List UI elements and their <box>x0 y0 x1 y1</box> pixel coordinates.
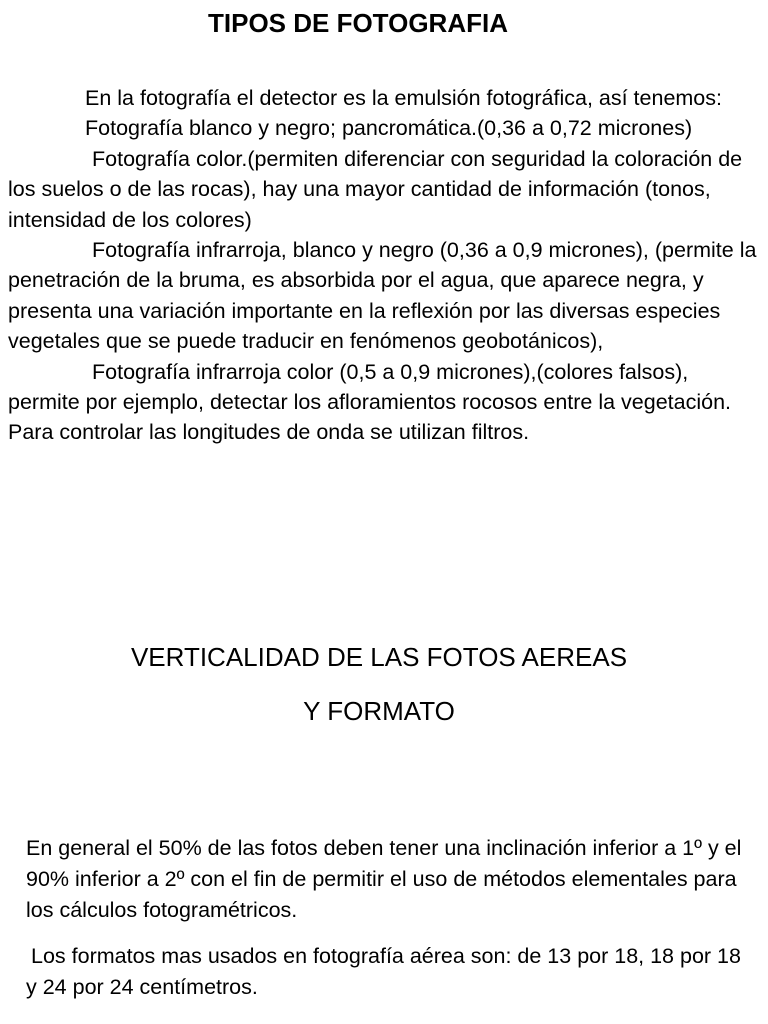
infrared-color-paragraph: Fotografía infrarroja color (0,5 a 0,9 micrones),(colores falsos), permite por ejemplo, detectar los afloramientos rocosos entre la vegetación. <box>8 359 732 415</box>
page-title: TIPOS DE FOTOGRAFIA <box>208 8 508 38</box>
infrared-bw-paragraph: Fotografía infrarroja, blanco y negro (0,36 a 0,9 micrones), (permite la penetración de la bruma, es absorbida por el agua, que aparece negra, y presenta una variación importante en la reflexión por las diversas especies vegetales que se puede traducir en fenómenos geobotánicos), <box>8 238 757 354</box>
section-title-line-2: Y FORMATO <box>303 696 455 726</box>
formats-paragraph: Los formatos mas usados en fotografía aérea son: de 13 por 18, 18 por 18 y 24 por 24 centímetros. <box>26 944 741 999</box>
section-title-line-1: VERTICALIDAD DE LAS FOTOS AEREAS <box>130 642 628 672</box>
inclination-paragraph: En general el 50% de las fotos deben tener una inclinación inferior a 1º y el 90% inferior a 2º con el fin de permitir el uso de métodos elementales para los cálculos fotogramétricos. <box>26 836 742 922</box>
intro-paragraph: En la fotografía el detector es la emulsión fotográfica, así tenemos: <box>85 86 722 110</box>
bw-photo-paragraph: Fotografía blanco y negro; pancromática.(0,36 a 0,72 micrones) <box>85 116 693 141</box>
body-text <box>8 83 760 448</box>
color-photo-paragraph: Fotografía color.(permiten diferenciar con seguridad la coloración de los suelos o de las rocas), hay una mayor cantidad de información (tonos, intensidad de los colores) <box>8 146 743 232</box>
filters-paragraph: Para controlar las longitudes de onda se utilizan filtros. <box>8 420 530 445</box>
